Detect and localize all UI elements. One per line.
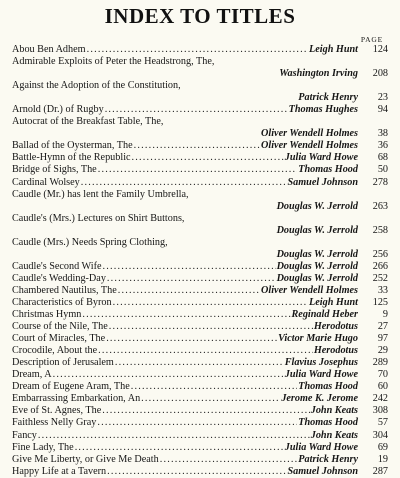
dot-leader [81,177,287,189]
entry-title: Dream of Eugene Aram, The [12,381,130,393]
entry-title: Against the Adoption of the Constitution, [12,80,181,92]
entry-page-number: 69 [377,441,388,453]
dot-leader [113,297,308,309]
entry-title: Court of Miracles, The [12,333,106,345]
dot-leader [98,164,298,176]
entry-author: Washington Irving [279,68,358,80]
entry-page-number: 266 [372,260,388,272]
index-entry [12,321,388,333]
index-entry [12,454,388,466]
dot-leader [97,417,297,429]
entry-title: Autocrat of the Breakfast Table, The, [12,116,164,128]
entry-title: Caudle's Wedding-Day [12,272,106,284]
entry-page-number: 256 [372,248,388,260]
index-entry [12,189,388,213]
entry-author: Douglas W. Jerrold [276,260,358,272]
dot-leader [75,442,284,454]
index-entry [12,80,388,104]
index-entry [12,381,388,393]
entry-author: Oliver Wendell Holmes [261,284,358,296]
index-entry [12,213,388,237]
entry-title: Caudle's (Mrs.) Lectures on Shirt Buttons, [12,212,185,224]
index-entry [12,177,388,189]
entry-page-number: 68 [377,152,388,164]
entry-page-number: 36 [377,140,388,152]
entry-page-number: 9 [382,309,388,321]
dot-leader [131,381,298,393]
entry-page-number: 304 [372,429,388,441]
entry-author: Thomas Hood [298,417,358,429]
entry-page-number: 252 [372,272,388,284]
entry-page-number: 27 [377,321,388,333]
entry-page-number: 57 [377,417,388,429]
entry-author: Julia Ward Howe [284,152,358,164]
entry-page-number: 242 [372,393,388,405]
entry-page-number: 29 [377,345,388,357]
dot-leader [103,261,276,273]
entry-title: Ballad of the Oysterman, The [12,140,133,152]
entry-author: Thomas Hughes [288,104,358,116]
entry-title: Caudle's Second Wife [12,260,102,272]
entry-title: Fancy [12,429,37,441]
entry-title: Caudle (Mr.) has lent the Family Umbrella, [12,188,189,200]
page-column-label: PAGE [360,35,383,44]
index-entry [12,466,388,478]
dot-leader [98,345,313,357]
entry-page-number: 97 [377,333,388,345]
index-entry [12,140,388,152]
entry-title: Characteristics of Byron [12,296,112,308]
title-index-list [12,44,388,478]
index-entry [12,285,388,297]
index-entry [12,164,388,176]
index-entry [12,417,388,429]
entry-title: Admirable Exploits of Peter the Headstrong, The, [12,56,215,68]
entry-author: Samuel Johnson [287,176,358,188]
entry-page-number: 70 [377,369,388,381]
dot-leader [115,357,284,369]
entry-page-number: 60 [377,381,388,393]
entry-author: Leigh Hunt [309,296,358,308]
dot-leader [105,104,288,116]
entry-page-number: 263 [372,200,388,212]
index-entry [12,152,388,164]
dot-leader [82,309,290,321]
entry-page-number: 50 [377,164,388,176]
dot-leader [134,140,260,152]
entry-title: Embarrassing Embarkation, An [12,393,141,405]
dot-leader [53,369,284,381]
index-entry [12,345,388,357]
entry-title: Cardinal Wolsey [12,176,80,188]
entry-author: Flavius Josephus [284,357,358,369]
index-entry [12,357,388,369]
index-entry [12,261,388,273]
dot-leader [109,321,313,333]
dot-leader [87,44,308,56]
index-entry [12,369,388,381]
entry-author: Reginald Heber [291,309,358,321]
entry-title: Faithless Nelly Gray [12,417,97,429]
entry-page-number: 208 [372,68,388,80]
entry-author: Thomas Hood [298,164,358,176]
index-entry [12,405,388,417]
entry-page-number: 308 [372,405,388,417]
entry-title: Battle-Hymn of the Republic [12,152,131,164]
entry-author: Herodotus [313,321,358,333]
entry-page-number: 94 [377,104,388,116]
entry-page-number: 258 [372,224,388,236]
entry-title: Fine Lady, The [12,441,74,453]
index-entry [12,44,388,56]
dot-leader [106,333,277,345]
entry-title: Give Me Liberty, or Give Me Death [12,453,159,465]
entry-title: Abou Ben Adhem [12,44,86,55]
index-entry [12,104,388,116]
entry-author: Douglas W. Jerrold [276,272,358,284]
index-entry [12,442,388,454]
entry-page-number: 289 [372,357,388,369]
entry-title: Caudle (Mrs.) Needs Spring Clothing, [12,236,168,248]
index-entry [12,116,388,140]
entry-page-number: 278 [372,176,388,188]
entry-author: Patrick Henry [298,453,358,465]
entry-author: Douglas W. Jerrold [276,224,358,236]
entry-page-number: 38 [377,128,388,140]
dot-leader [160,454,298,466]
entry-author: John Keats [310,429,358,441]
entry-title: Chambered Nautilus, The [12,284,117,296]
entry-title: Bridge of Sighs, The [12,164,97,176]
page-title: INDEX TO TITLES [104,4,296,28]
entry-title: Eve of St. Agnes, The [12,405,102,417]
entry-author: Samuel Johnson [287,465,358,477]
entry-author: Patrick Henry [298,92,358,104]
entry-author: Oliver Wendell Holmes [261,128,358,140]
entry-title: Dream, A [12,369,52,381]
entry-author: Julia Ward Howe [284,441,358,453]
dot-leader [107,466,286,478]
dot-leader [118,285,260,297]
index-entry [12,237,388,261]
dot-leader [102,405,309,417]
entry-page-number: 33 [377,284,388,296]
index-entry [12,430,388,442]
index-entry [12,297,388,309]
entry-author: Julia Ward Howe [284,369,358,381]
entry-author: Herodotus [313,345,358,357]
entry-title: Course of the Nile, The [12,321,108,333]
entry-author: John Keats [310,405,358,417]
entry-page-number: 125 [372,296,388,308]
entry-author: Douglas W. Jerrold [276,248,358,260]
entry-author: Leigh Hunt [309,44,358,55]
entry-author: Jerome K. Jerome [281,393,358,405]
dot-leader [141,393,280,405]
entry-author: Victor Marie Hugo [278,333,358,345]
entry-page-number: 19 [377,453,388,465]
entry-page-number: 23 [377,92,388,104]
entry-author: Oliver Wendell Holmes [261,140,358,152]
index-entry [12,393,388,405]
entry-title: Crocodile, About the [12,345,98,357]
entry-page-number: 124 [372,44,388,55]
index-entry [12,333,388,345]
dot-leader [132,152,284,164]
entry-title: Arnold (Dr.) of Rugby [12,104,104,116]
entry-author: Douglas W. Jerrold [276,200,358,212]
entry-title: Happy Life at a Tavern [12,465,107,477]
entry-page-number: 287 [372,465,388,477]
entry-title: Description of Jerusalem [12,357,114,369]
dot-leader [107,273,276,285]
dot-leader [38,430,310,442]
index-entry [12,273,388,285]
index-entry [12,309,388,321]
entry-author: Thomas Hood [298,381,358,393]
entry-title: Christmas Hymn [12,309,82,321]
index-entry [12,56,388,80]
